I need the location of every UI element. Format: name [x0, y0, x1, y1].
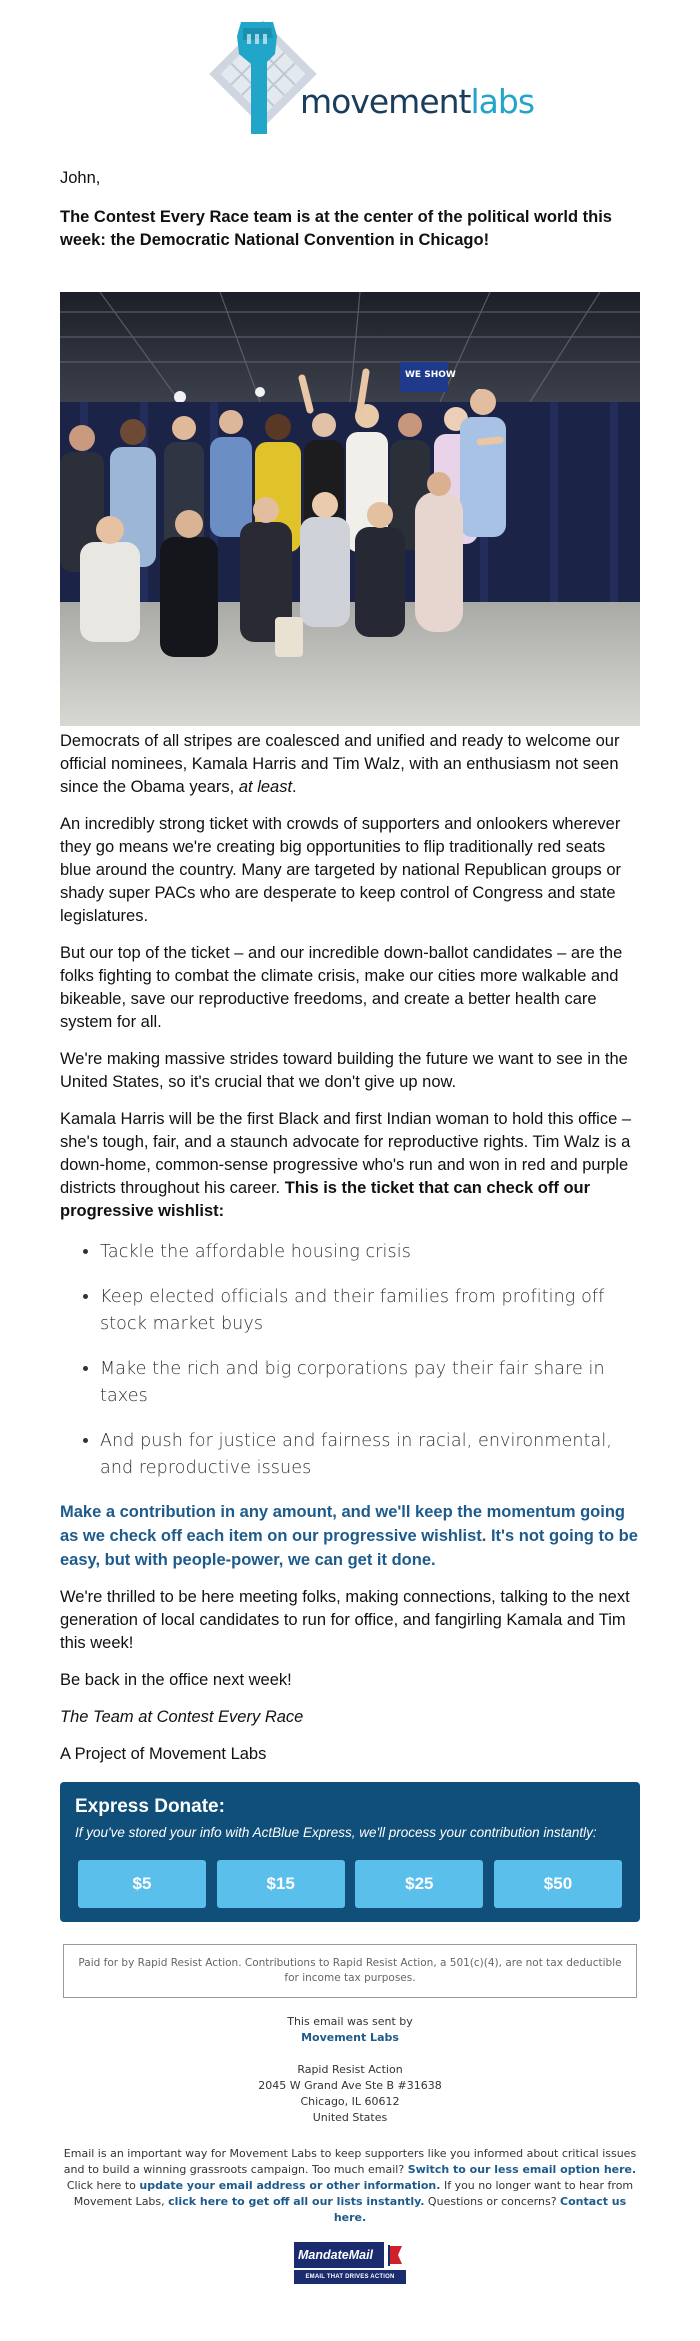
- lead-paragraph: The Contest Every Race team is at the center of the political world this week: the Democratic National Convention in Chicago!: [60, 208, 612, 249]
- paragraph-6: We're thrilled to be here meeting folks, making connections, talking to the next generation of local candidates to run for office, and fangirling Kamala and Tim this week!: [60, 1588, 630, 1652]
- email-footer: [60, 2014, 640, 2226]
- update-info-link[interactable]: update your email address or other information.: [139, 2179, 441, 2192]
- express-donate-title: Express Donate:: [75, 1796, 225, 1817]
- donate-amount-buttons: [72, 1860, 628, 1908]
- paid-for-disclaimer: Paid for by Rapid Resist Action. Contributions to Rapid Resist Action, a 501(c)(4), are not tax deductible for income tax purposes.: [63, 1944, 637, 1998]
- express-donate-subtitle: If you've stored your info with ActBlue Express, we'll process your contribution instantly:: [75, 1825, 597, 1840]
- mandatemail-logo-text: MandateMail: [294, 2242, 406, 2268]
- donate-25-button[interactable]: $25: [355, 1860, 483, 1908]
- paragraph-5-text: Kamala Harris will be the first Black and first Indian woman to hold this office – she's tough, fair, and a staunch advocate for reproductive rights. Tim Walz is a down-home, common-sense progressive who's run and won in red and purple districts throughout his career.: [60, 1110, 632, 1197]
- paragraph-1-emphasis: at least: [238, 778, 293, 796]
- paragraph-3: But our top of the ticket – and our incredible down-ballot candidates – are the folks fighting to combat the climate crisis, make our cities more walkable and bikeable, save our reproductive freedoms, and create a better health care system for all.: [60, 944, 623, 1031]
- list-item: • Keep elected officials and their families from profiting off stock market buys: [100, 1284, 640, 1338]
- legal-text: Email is an important way for Movement Labs to keep supporters like you informed about critical issues and to build a winning grassroots campaign. Too much email?: [63, 2147, 637, 2176]
- brand-name-labs: labs: [470, 82, 535, 121]
- sent-by-label: This email was sent by: [287, 2015, 413, 2028]
- brand-name-movement: movement: [300, 82, 471, 121]
- address-line: 2045 W Grand Ave Ste B #31638: [258, 2079, 442, 2092]
- donate-15-button[interactable]: $15: [217, 1860, 345, 1908]
- address-line: United States: [312, 2111, 388, 2124]
- legal-text: Click here to: [66, 2179, 140, 2192]
- mandatemail-tagline: EMAIL THAT DRIVES ACTION: [294, 2270, 406, 2284]
- progressive-wishlist: [60, 1239, 640, 1482]
- project-line: A Project of Movement Labs: [60, 1745, 267, 1763]
- signature: The Team at Contest Every Race: [60, 1708, 304, 1726]
- email-preferences-text: [60, 2146, 640, 2226]
- paragraph-1-end: .: [292, 778, 297, 796]
- paragraph-1: [60, 730, 640, 799]
- less-email-link[interactable]: Switch to our less email option here.: [407, 2163, 637, 2176]
- unsubscribe-link[interactable]: click here to get off all our lists instantly.: [168, 2195, 425, 2208]
- donate-50-button[interactable]: $50: [494, 1860, 622, 1908]
- brand-logo[interactable]: [60, 0, 640, 165]
- paragraph-7: Be back in the office next week!: [60, 1671, 292, 1689]
- mailing-address: [60, 2062, 640, 2126]
- donate-5-button[interactable]: $5: [78, 1860, 206, 1908]
- list-item: • Tackle the affordable housing crisis: [100, 1239, 640, 1266]
- paragraph-2: An incredibly strong ticket with crowds of supporters and onlookers wherever they go means we're creating big opportunities to flip traditionally red seats blue around the country. Many are targeted by national Republican groups or shady super PACs who are desperate to keep control of Congress and state legislatures.: [60, 815, 622, 925]
- paragraph-5: [60, 1108, 640, 1223]
- flag-icon: [384, 2242, 406, 2268]
- paragraph-1-text: Democrats of all stripes are coalesced and unified and ready to welcome our official nominees, Kamala Harris and Tim Walz, with an enthusiasm not seen since the Obama years,: [60, 732, 620, 796]
- mandatemail-badge[interactable]: [294, 2242, 406, 2284]
- list-item: • And push for justice and fairness in racial, environmental, and reproductive issues: [100, 1428, 640, 1482]
- contribution-link[interactable]: Make a contribution in any amount, and we'll keep the momentum going as we check off each item on our progressive wishlist. It's not going to be easy, but with people-power, we can get it done.: [60, 1503, 638, 1569]
- legal-text: If you no longer want to hear from Movement Labs,: [73, 2179, 634, 2208]
- contact-us-link[interactable]: Contact us here.: [333, 2195, 627, 2224]
- legal-text: Questions or concerns?: [424, 2195, 561, 2208]
- photo-banner-text: WE SHOW: [405, 370, 456, 380]
- address-line: Rapid Resist Action: [297, 2063, 403, 2076]
- paragraph-5-bold: This is the ticket that can check off our progressive wishlist:: [60, 1179, 591, 1220]
- team-photo-illustration: [60, 292, 640, 726]
- dnc-team-photo[interactable]: [60, 292, 640, 726]
- sender-link[interactable]: Movement Labs: [301, 2031, 399, 2044]
- express-donate-box: [60, 1782, 640, 1922]
- address-line: Chicago, IL 60612: [300, 2095, 400, 2108]
- paragraph-4: We're making massive strides toward building the future we want to see in the United States, so it's crucial that we don't give up now.: [60, 1050, 628, 1091]
- greeting: John,: [60, 169, 101, 187]
- brand-wordmark: [300, 82, 534, 121]
- list-item: • Make the rich and big corporations pay their fair share in taxes: [100, 1356, 640, 1410]
